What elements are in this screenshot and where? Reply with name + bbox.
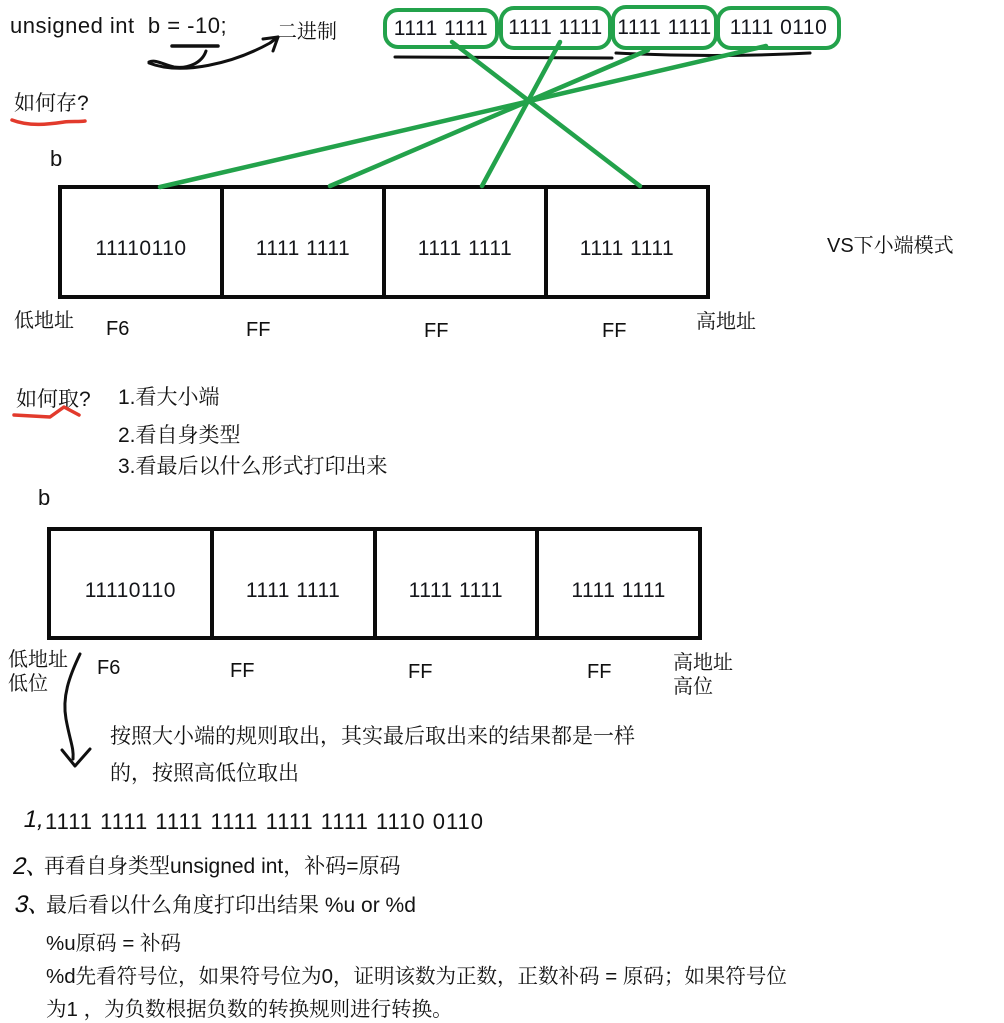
green-mapping-line-4 [160,46,766,187]
memory-cell: 1111 1111 [210,531,373,636]
hex-value: F6 [97,657,121,679]
handwritten-marker-3: 3、 [12,891,56,918]
fetch-note-line2: 的，按照高低位取出 [110,762,299,785]
hex-value: FF [246,319,271,341]
handwritten-marker-1: 1, [21,806,47,833]
memory-cell: 11110110 [84,578,176,602]
hex-value: FF [424,320,449,342]
low-address-label: 低地址 [8,649,68,671]
capsule-underline-right [616,53,810,56]
binary-byte-capsule: 1111 1111 [611,5,718,50]
binary-byte-capsule: 1111 0110 [716,6,841,50]
hex-value: FF [587,661,612,683]
fetch-step: 2.看自身类型 [118,424,241,447]
memory-box-fetch [47,527,702,640]
memory-box-store [58,185,710,299]
high-address-label: 高地址 [673,652,733,674]
little-endian-note: VS下小端模式 [827,235,954,257]
memory-cell: 1111 1111 [220,189,382,295]
hex-value: F6 [106,318,130,340]
fetch-step: 3.看最后以什么形式打印出来 [118,455,388,478]
binary-byte-capsule: 1111 1111 [383,8,499,49]
memory-cell: 1111 1111 [544,189,706,295]
low-order-label: 低位 [8,673,48,695]
memory-cell: 11110110 [95,237,187,260]
memory-cell: 1111 1111 [373,531,536,636]
arrow-to-binary-head [263,37,278,51]
code-declaration: unsigned int b = -10; [10,13,228,38]
green-mapping-line-1 [452,42,640,186]
fetch-heading: 如何取? [16,388,91,411]
handwritten-marker-2: 2、 [10,853,54,880]
binary-byte-capsule: 1111 1111 [499,6,612,50]
variable-label-b: b [50,146,63,171]
hex-value: FF [602,320,627,342]
binary-label: 二进制 [277,21,337,43]
store-heading: 如何存? [14,92,89,115]
conclusion-line: 再看自身类型unsigned int，补码=原码 [44,855,401,878]
memory-cell: 1111 1111 [382,189,544,295]
capsule-underline-left [395,57,612,58]
hex-value: FF [230,660,255,682]
arrow-hook [149,51,206,67]
memory-cell: 1111 1111 [535,531,698,636]
note-d-format-line2: 为1 ，为负数根据负数的转换规则进行转换。 [46,998,453,1021]
fetch-note-line1: 按照大小端的规则取出，其实最后取出来的结果都是一样 [110,725,635,748]
high-address-label: 高地址 [696,311,756,333]
high-order-label: 高位 [673,676,713,698]
low-address-label: 低地址 [14,310,74,332]
green-mapping-line-3 [330,50,648,186]
variable-label-b: b [38,485,51,510]
binary-result-line: 1111 1111 1111 1111 1111 1111 1110 0110 [45,809,485,834]
note-d-format-line1: %d先看符号位，如果符号位为0，证明该数为正数，正数补码 = 原码；如果符号位 [46,965,787,988]
down-arrow-head [62,749,90,766]
conclusion-line: 最后看以什么角度打印出结果 %u or %d [46,894,416,917]
fetch-step: 1.看大小端 [118,386,220,409]
hex-value: FF [408,661,433,683]
arrow-to-binary [149,37,278,68]
note-u-format: %u原码 = 补码 [46,932,181,955]
red-underline-store [12,120,85,124]
green-mapping-line-2 [482,42,560,186]
